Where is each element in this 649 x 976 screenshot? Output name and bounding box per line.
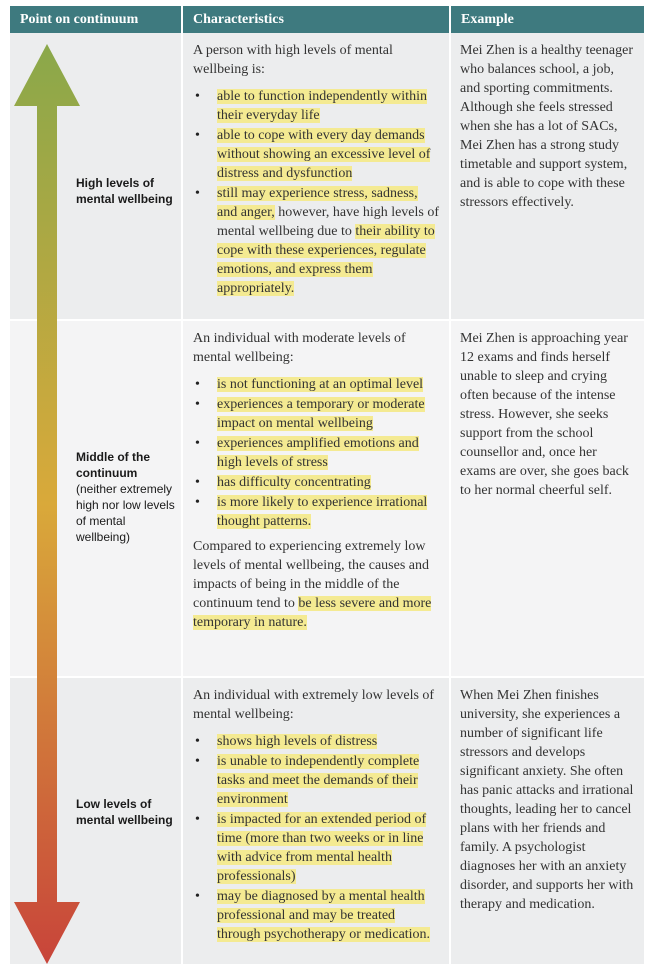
highlighted-text: is more likely to experience irrational thought patterns. <box>217 495 428 529</box>
highlighted-text: is impacted for an extended period of time (more than two weeks or in line with advice from mental health professionals) <box>217 812 427 884</box>
highlighted-text: able to cope with every day demands without showing an excessive level of distress and dysfunction <box>217 128 431 181</box>
header-example: Example <box>461 12 514 27</box>
example-cell-high <box>451 33 644 319</box>
characteristics-outro <box>193 537 441 632</box>
list-item <box>217 434 441 472</box>
list-item <box>217 473 441 492</box>
characteristics-list <box>193 732 441 944</box>
level-subtitle: (neither extremely high nor low levels of mental wellbeing) <box>76 482 175 544</box>
example-cell-middle <box>451 321 644 676</box>
characteristics-intro: An individual with moderate levels of mental wellbeing: <box>193 331 406 365</box>
list-item <box>217 887 441 944</box>
characteristics-intro: A person with high levels of mental wellbeing is: <box>193 43 393 77</box>
table-row-middle <box>10 321 644 678</box>
plain-text: Compared to experiencing extremely low levels of mental wellbeing, the causes and impacts of being in the middle of the continuum tend to <box>193 539 429 611</box>
continuum-table <box>10 6 644 966</box>
highlighted-text: experiences a temporary or moderate impact on mental wellbeing <box>217 397 425 431</box>
highlighted-text: their ability to cope with these experiences, regulate emotions, and express them appropriately. <box>217 224 435 296</box>
highlighted-text: has difficulty concentrating <box>217 475 371 490</box>
example-cell-low <box>451 678 644 964</box>
list-item <box>217 375 441 394</box>
highlighted-text: be less severe and more temporary in nature. <box>193 596 432 630</box>
highlighted-text: experiences amplified emotions and high levels of stress <box>217 436 419 470</box>
list-item <box>217 732 441 751</box>
level-label-low <box>76 796 182 828</box>
highlighted-text: is not functioning at an optimal level <box>217 377 424 392</box>
example-text: Mei Zhen is approaching year 12 exams and finds herself unable to sleep and crying often because of the intense stress. However, she seeks support from the school counsellor and, once her exams are over, she goes back to her normal cheerful self. <box>460 331 629 498</box>
characteristics-cell-middle <box>183 321 451 676</box>
table-row-low <box>10 678 644 966</box>
list-item <box>217 752 441 809</box>
list-item <box>217 87 441 125</box>
level-label-high <box>76 175 182 207</box>
level-label-middle <box>76 449 182 545</box>
table-header <box>10 6 644 33</box>
highlighted-text: still may experience stress, sadness, and anger, <box>217 186 418 220</box>
list-item <box>217 126 441 183</box>
table-row-high <box>10 33 644 321</box>
list-item <box>217 493 441 531</box>
characteristics-intro: An individual with extremely low levels of mental wellbeing: <box>193 688 435 722</box>
example-text: When Mei Zhen finishes university, she experiences a number of significant life stressors and develops significant anxiety. She often has panic attacks and irrational thoughts, leading her to cancel plans with her friends and family. A psychologist diagnoses her with an anxiety disorder, and supports her with therapy and medication. <box>460 688 634 912</box>
continuum-arrow-icon <box>14 44 80 964</box>
level-title: High levels of mental wellbeing <box>76 176 173 206</box>
highlighted-text: is unable to independently complete tasks and meet the demands of their environment <box>217 754 420 807</box>
highlighted-text: able to function independently within their everyday life <box>217 89 427 123</box>
characteristics-list <box>193 375 441 531</box>
list-item <box>217 395 441 433</box>
list-item <box>217 184 441 298</box>
highlighted-text: may be diagnosed by a mental health professional and may be treated through psychotherapy or medication. <box>217 889 431 942</box>
header-point-on-continuum: Point on continuum <box>10 6 183 33</box>
plain-text: however, have high levels of mental wellbeing due to <box>217 205 440 239</box>
characteristics-cell-low <box>183 678 451 964</box>
list-item <box>217 810 441 886</box>
level-title: Middle of the continuum <box>76 450 150 480</box>
characteristics-cell-high <box>183 33 451 319</box>
characteristics-list <box>193 87 441 298</box>
header-characteristics: Characteristics <box>183 6 451 33</box>
example-text: Mei Zhen is a healthy teenager who balances school, a job, and sporting commitments. Although she feels stressed when she has a lot of SACs, Mei Zhen has a strong study timetable and support system, and is able to cope with these stressors effectively. <box>460 43 633 210</box>
level-title: Low levels of mental wellbeing <box>76 797 173 827</box>
highlighted-text: shows high levels of distress <box>217 734 378 749</box>
